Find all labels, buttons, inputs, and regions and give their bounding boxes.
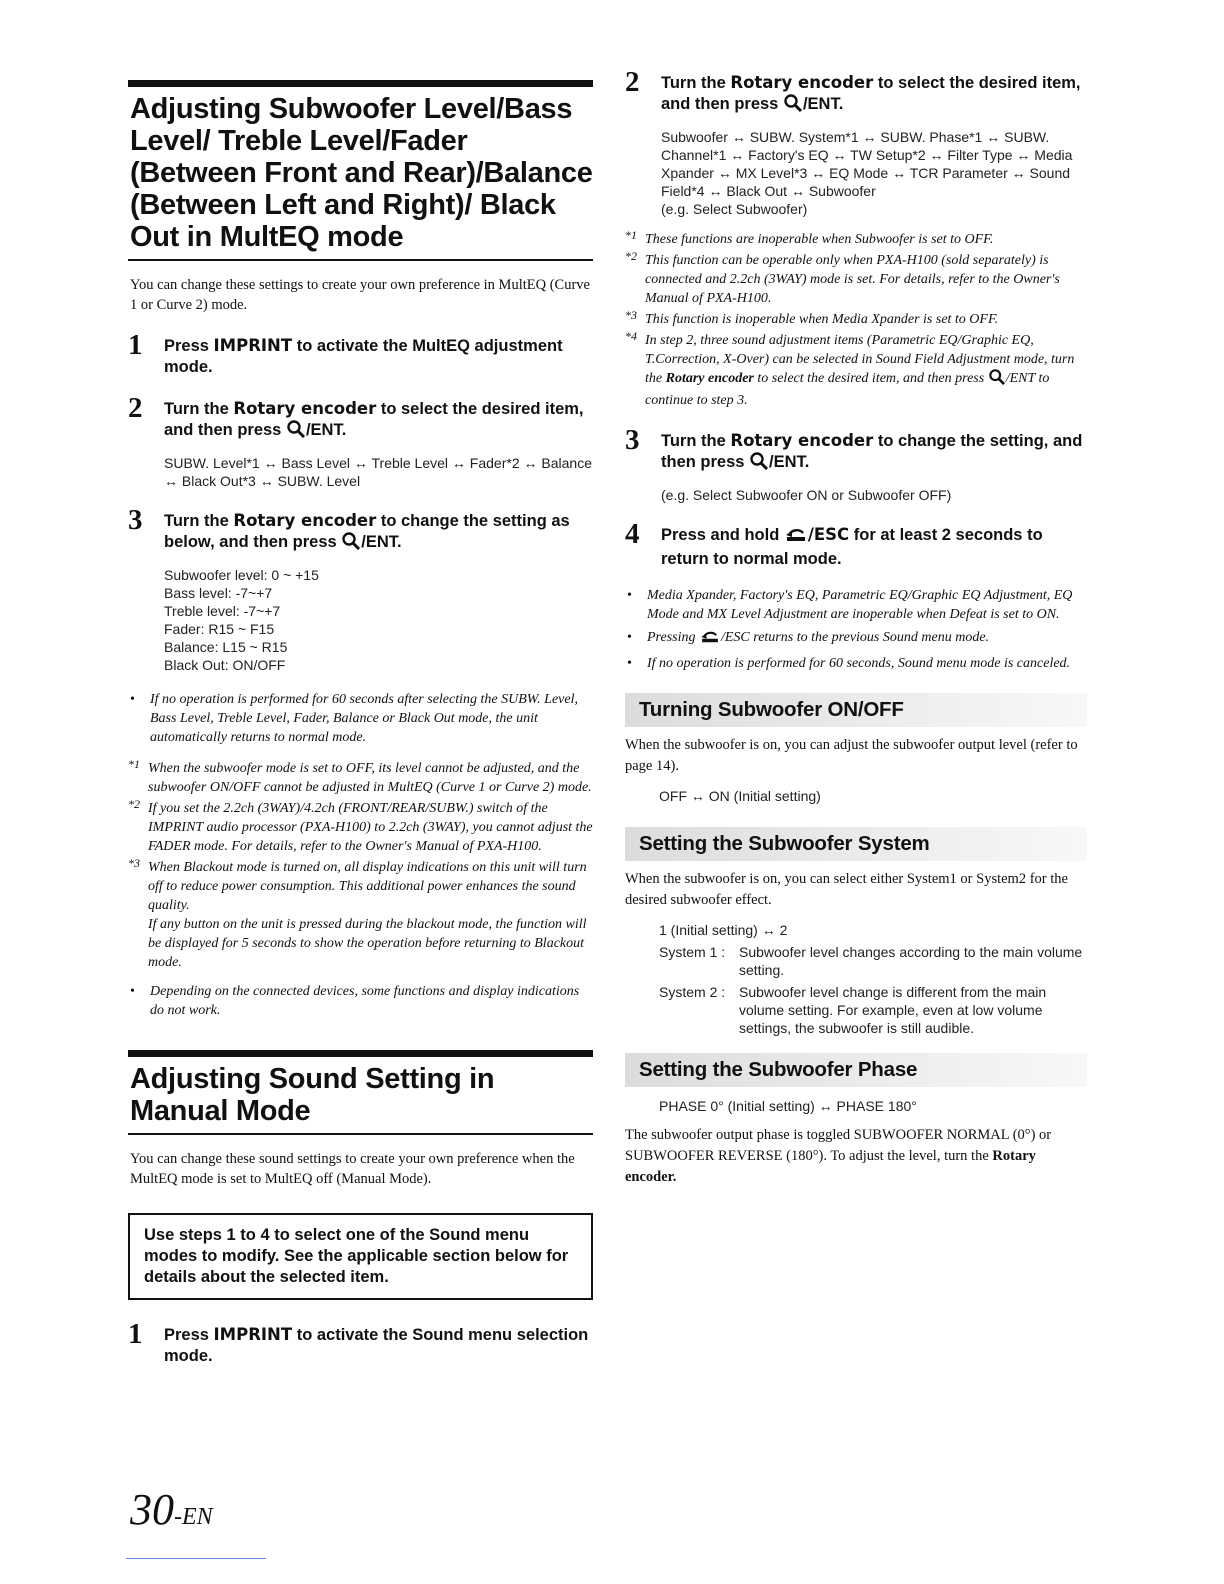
subwoofer-system-options: 1 (Initial setting) ↔ 2 System 1 : Subwoofer level changes according to the main volume setting. System 2 : Subwoofer level change is different from the main volume setting. For example, even at low volume settings, the subwoofer is still audible.: [659, 922, 1083, 1036]
bullet-devices: • Depending on the connected devices, some functions and display indications do not work.: [128, 982, 593, 1020]
subwoofer-onoff-options: OFF ↔ ON (Initial setting): [659, 788, 821, 804]
intro-manual: You can change these sound settings to create your own preference when the MultEQ mode is set to MultEQ off (Manual Mode).: [130, 1151, 575, 1187]
step-1: 1 Press IMPRINT to activate the MultEQ adjustment mode.: [128, 329, 563, 376]
footnotes: *1 When the subwoofer mode is set to OFF, its level cannot be adjusted, and the subwoofer ON/OFF cannot be adjusted in MultEQ (Curve 1 or Curve 2) mode. *2 If you set the 2.2ch (3WAY)/4.2ch (FRONT/REAR/SUBW.) switch of the IMPRINT audio processor (PXA-H100) to 2.2ch (3WAY), you cannot adjust the FADER mode. For details, refer to the Owner's Manual of PXA-H100. *3 When Blackout mode is turned on, all display indications on this unit will turn off to reduce power consumption. This additional power enhances the sound quality. If any button on the unit is pressed during the blackout mode, the function will be displayed for 5 seconds to show the operation before returning to Blackout mode.: [128, 757, 593, 970]
section-heading-manual: Adjusting Sound Setting in Manual Mode: [128, 1050, 593, 1135]
bullet-timeout: • If no operation is performed for 60 seconds after selecting the SUBW. Level, Bass Level, Treble Level, Fader, Balance or Black Out mode, the unit automatically returns to normal mode.: [128, 690, 593, 747]
footer-rule: [126, 1558, 266, 1559]
step-4-sound: 4 Press and hold /ESC for at least 2 seconds to return to normal mode.: [625, 518, 1043, 568]
subwoofer-phase-text: The subwoofer output phase is toggled SUBWOOFER NORMAL (0°) or SUBWOOFER REVERSE (180°). To adjust the level, turn the Rotary encoder.: [625, 1127, 1052, 1185]
step-3-sound: 3 Turn the Rotary encoder to change the setting, and then press /ENT.: [625, 426, 1087, 476]
step-2: 2 Turn the Rotary encoder to select the desired item, and then press /ENT.: [128, 394, 593, 444]
instruction-box: Use steps 1 to 4 to select one of the Sound menu modes to modify. See the applicable section below for details about the selected item.: [128, 1213, 593, 1300]
step3-example: (e.g. Select Subwoofer ON or Subwoofer OFF): [661, 487, 952, 503]
search-icon: [783, 94, 803, 118]
page-number: 30-EN: [130, 1485, 213, 1534]
subwoofer-phase-options: PHASE 0° (Initial setting) ↔ PHASE 180°: [659, 1098, 917, 1114]
heading-subwoofer-phase: Setting the Subwoofer Phase: [625, 1053, 1087, 1087]
search-icon: [749, 452, 769, 476]
back-arrow-icon: [699, 630, 721, 650]
search-icon: [341, 532, 361, 556]
level-sequence: SUBW. Level*1 ↔ Bass Level ↔ Treble Level ↔ Fader*2 ↔ Balance ↔ Black Out*3 ↔ SUBW. Level: [164, 455, 592, 489]
step-2-sound: 2 Turn the Rotary encoder to select the desired item, and then press /ENT.: [625, 68, 1087, 118]
heading-subwoofer-system: Setting the Subwoofer System: [625, 827, 1087, 861]
left-column: [128, 80, 593, 1367]
subwoofer-onoff-text: When the subwoofer is on, you can adjust the subwoofer output level (refer to page 14).: [625, 737, 1078, 774]
section-heading-multeq: Adjusting Subwoofer Level/Bass Level/ Treble Level/Fader (Between Front and Rear)/Balance (Between Left and Right)/ Black Out in MultEQ mode: [128, 80, 593, 261]
step-3: 3 Turn the Rotary encoder to change the setting as below, and then press /ENT.: [128, 506, 593, 556]
heading-subwoofer-onoff: Turning Subwoofer ON/OFF: [625, 693, 1087, 727]
right-bullets: • Media Xpander, Factory's EQ, Parametric EQ/Graphic EQ Adjustment, EQ Mode and MX Level Adjustment are inoperable when Defeat is set to ON. • Pressing /ESC returns to the previous Sound menu mode. • If no operation is performed for 60 seconds, Sound menu mode is canceled.: [625, 586, 1087, 673]
step-1-sound: 1 Press IMPRINT to activate the Sound menu selection mode.: [128, 1318, 589, 1365]
right-column: [625, 68, 1087, 1188]
range-list: Subwoofer level: 0 ~ +15 Bass level: -7~+7 Treble level: -7~+7 Fader: R15 ~ F15 Balance: L15 ~ R15 Black Out: ON/OFF: [164, 567, 319, 673]
sound-menu-sequence: Subwoofer ↔ SUBW. System*1 ↔ SUBW. Phase*1 ↔ SUBW. Channel*1 ↔ Factory's EQ ↔ TW Setup*2 ↔ Filter Type ↔ Media Xpander ↔ MX Level*3 ↔ EQ Mode ↔ TCR Parameter ↔ Sound Field*4 ↔ Black Out ↔ Subwoofer (e.g. Select Subwoofer): [661, 129, 1073, 217]
search-icon: [286, 420, 306, 444]
intro-text: You can change these settings to create your own preference in MultEQ (Curve 1 or Curve 2) mode.: [130, 277, 590, 313]
back-arrow-icon: [784, 527, 808, 549]
search-icon: [988, 369, 1006, 391]
right-footnotes: *1 These functions are inoperable when Subwoofer is set to OFF. *2 This function can be operable only when PXA-H100 (sold separately) is connected and 2.2ch (3WAY) mode is set. For details, refer to the Owner's Manual of PXA-H100. *3 This function is inoperable when Media Xpander is set to OFF. *4 In step 2, three sound adjustment items (Parametric EQ/Graphic EQ, T.Correction, X-Over) can be selected in Sound Field Adjustment mode, turn the Rotary encoder to select the desired item, and then press /ENT to continue to step 3.: [625, 228, 1075, 408]
subwoofer-system-text: When the subwoofer is on, you can select either System1 or System2 for the desired subwoofer effect.: [625, 871, 1068, 908]
